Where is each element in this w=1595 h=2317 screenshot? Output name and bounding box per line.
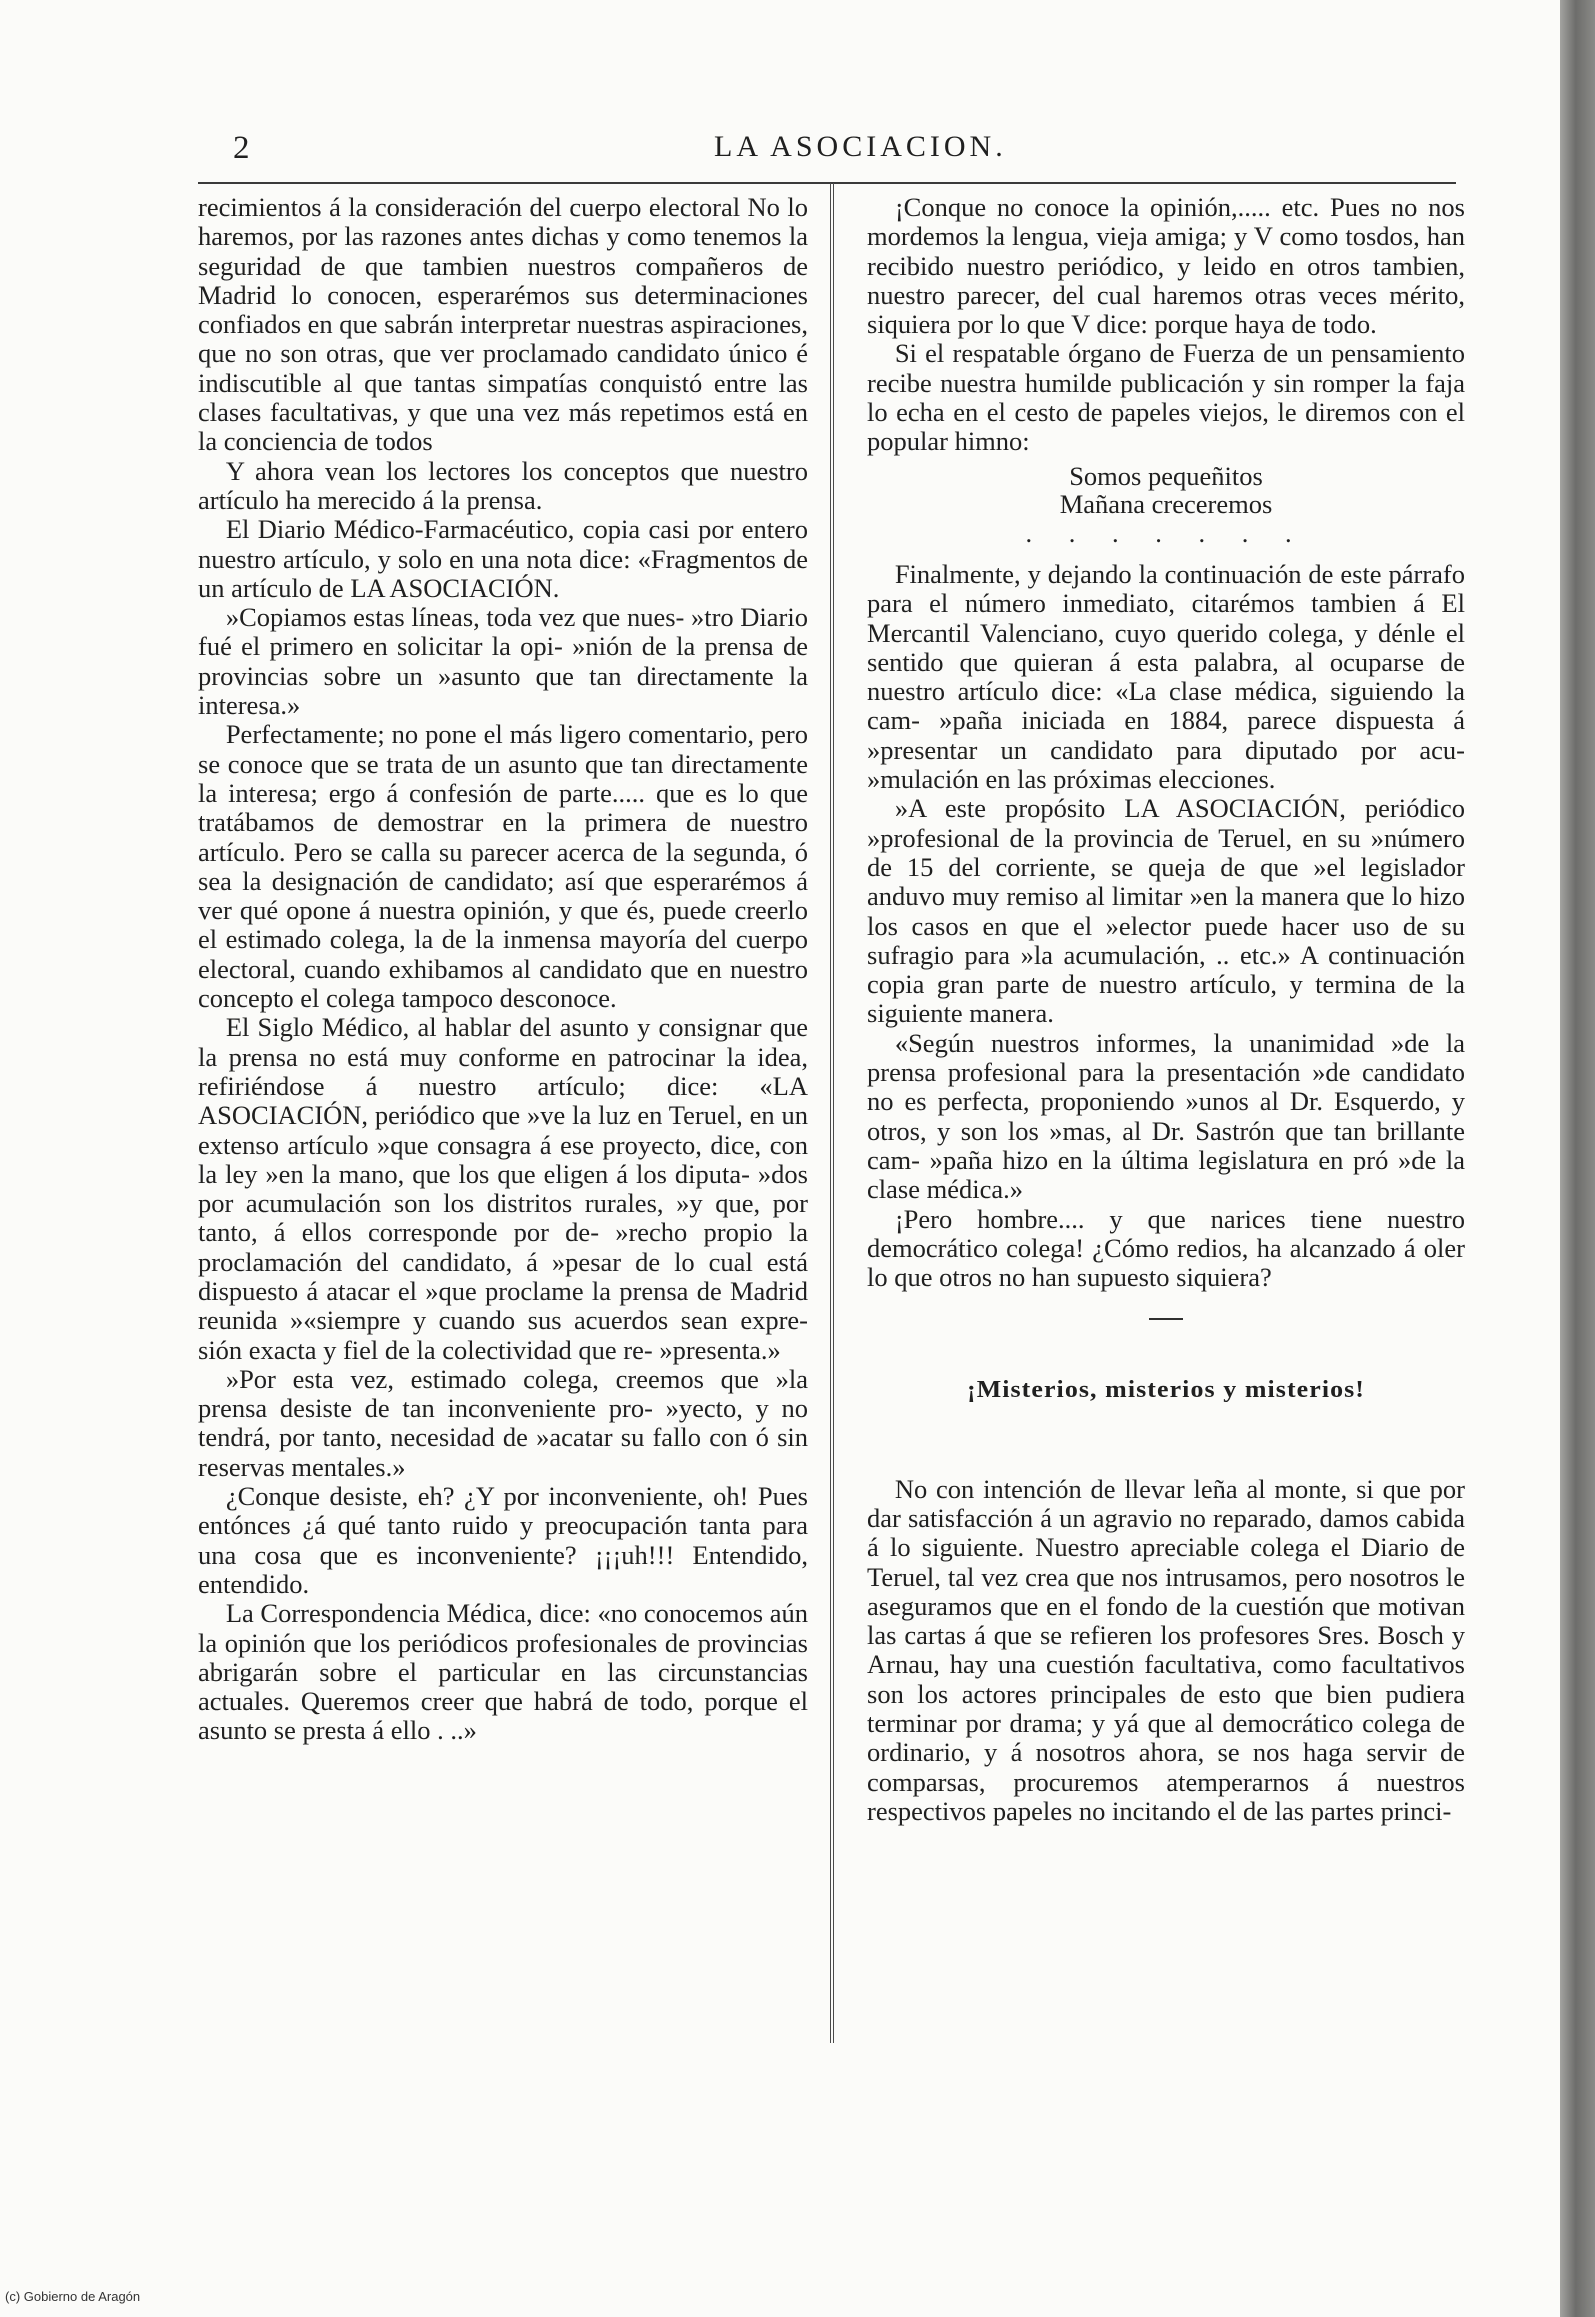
- section-heading: ¡Misterios, misterios y misterios!: [966, 1377, 1366, 1404]
- left-paragraph-2: Y ahora vean los lectores los conceptos que nuestro artículo ha merecido á la prensa.: [198, 455, 808, 515]
- section-paragraph: No con intención de llevar leña al monte, si que por dar satisfacción á un agravio no reparado, damos cabida á lo siguiente. Nuestro apreciable colega el Diario de Teruel, tal vez crea que nos intrusamos, pero nosotros le aseguramos que en el fondo de la cuestión que motivan las cartas á que se refieren los profesores Sres. Bosch y Arnau, hay una cuestión facultativa, como facultativos son los actores principales de esto que bien pudiera terminar por drama; y yá que al democrático colega de ordinario, y á nosotros ahora, se nos haga servir de comparsas, procuremos atemperarnos á nuestros respectivos papeles no incitando el de las partes princi-: [867, 1473, 1465, 1826]
- right-paragraph-1: ¡Conque no conoce la opinión,..... etc. Pues no nos mordemos la lengua, vieja amiga; y V como tosdos, han recibido nuestro periódico, y leido en otros tambien, nuestro parecer, del cual haremos otras veces mérito, siquiera por lo que V dice: porque haya de todo.: [867, 192, 1465, 340]
- left-article-column: [198, 193, 808, 1746]
- left-paragraph-8: ¿Conque desiste, eh? ¿Y por inconveniente, oh! Pues entónces ¿á qué tanto ruido y preocupación tanta para una cosa que es inconveniente? ¡¡¡uh!!! Entendido, entendido.: [198, 1481, 808, 1599]
- left-paragraph-9: La Correspondencia Médica, dice: «no conocemos aún la opinión que los periódicos profesionales de provincias abrigarán sobre el particular en las circunstancias actuales. Queremos creer que habrá de todo, porque el asunto se presta á ello . ..»: [198, 1598, 808, 1746]
- left-paragraph-3: El Diario Médico-Farmacéutico, copia casi por entero nuestro artículo, y solo en una nota dice: «Fragmentos de un artículo de LA ASOCIACIÓN.: [198, 514, 808, 603]
- right-paragraph-5: «Según nuestros informes, la unanimidad »de la prensa profesional para la presentación »de candidato no es perfecta, proponiendo »unos al Dr. Esquerdo, y otros, y son los »mas, al Dr. Sastrón que tan brillante cam- »paña hizo en la última legislatura en pró »de la clase médica.»: [867, 1027, 1465, 1205]
- left-paragraph-4: »Copiamos estas líneas, toda vez que nues- »tro Diario fué el primero en solicitar la opi- »nión de la prensa de provincias sobre un »asunto que tan directamente la interesa.»: [198, 602, 808, 721]
- scan-credit: (c) Gobierno de Aragón: [5, 2289, 141, 2304]
- verse-ellipsis: . . . . . . .: [1025, 517, 1307, 548]
- publication-title: LA ASOCIACION.: [714, 130, 1007, 163]
- right-article-column: [867, 193, 1465, 1826]
- page-number: 2: [233, 130, 251, 166]
- left-paragraph-6: El Siglo Médico, al hablar del asunto y consignar que la prensa no está muy conforme en patrocinar la idea, refiriéndose á nuestro artículo; dice: «LA ASOCIACIÓN, periódico que »ve la luz en Teruel, en un extenso artículo »que consagra á ese proyecto, dice, con la ley »en la mano, que los que eligen á los diputa- »dos por acumulación son los distritos rurales, »y que, por tanto, á ellos corresponde por de- »recho propio la proclamación del candidato, á »pesar de lo cual está dispuesto á atacar el »que proclame la prensa de Madrid reunida »«siempre y cuando sus acuerdos sean expre- sión exacta y fiel de la colectividad que re- »presenta.»: [198, 1012, 808, 1365]
- left-paragraph-5: Perfectamente; no pone el más ligero comentario, pero se conoce que se trata de un asunto que tan directamente la interesa; ergo á confesión de parte..... que es lo que tratábamos de demostrar en la primera de nuestro artículo. Pero se calla su parecer acerca de la segunda, ó sea la designación de candidato; así que esperarémos á ver qué opone á nuestra opinión, y que és, puede creerlo el estimado colega, la de la inmensa mayoría del cuerpo electoral, cuando exhibamos al candidato que en nuestro concepto el colega tampoco desconoce.: [198, 719, 808, 1014]
- verse-line: Somos pequeñitos: [1069, 460, 1263, 491]
- right-paragraph-2: Si el respatable órgano de Fuerza de un pensamiento recibe nuestra humilde publicación y sin romper la faja lo echa en el cesto de papeles viejos, le diremos con el popular himno:: [867, 338, 1465, 457]
- verse-line: Mañana creceremos: [1059, 488, 1273, 519]
- section-separator: [1149, 1318, 1183, 1320]
- right-paragraph-6: ¡Pero hombre.... y que narices tiene nuestro democrático colega! ¿Cómo redios, ha alcanzado á oler lo que otros no han supuesto siquiera?: [867, 1203, 1465, 1293]
- scan-page-edge: [1560, 0, 1595, 2317]
- left-paragraph-7: »Por esta vez, estimado colega, creemos que »la prensa desiste de tan inconveniente pro- »yecto, y no tendrá, por tanto, necesidad de »acatar su fallo con ó sin reservas mentales.»: [198, 1363, 808, 1482]
- right-paragraph-4: »A este propósito LA ASOCIACIÓN, periódico »profesional de la provincia de Teruel, en su »número de 15 del corriente, se queja de que »el legislador anduvo muy remiso al limitar »en la manera que lo hizo los casos en que el »elector puede hacer uso de su sufragio para »la acumulación, .. etc.» A continuación copia gran parte de nuestro artículo, y termina de la siguiente manera.: [867, 793, 1465, 1029]
- quoted-verse: [867, 462, 1465, 518]
- right-paragraph-3: Finalmente, y dejando la continuación de este párrafo para el número inmediato, citarémos tambien á El Mercantil Valenciano, cuyo querido colega, y dénle el sentido que quieran á esta palabra, al ocuparse de nuestro artículo dice: «La clase médica, siguiendo la cam- »paña iniciada en 1884, parece dispuesta á »presentar un candidato para diputado por acu- »mulación en las próximas elecciones.: [867, 558, 1465, 795]
- header-rule: [198, 182, 1456, 184]
- column-divider: [830, 183, 834, 2043]
- left-paragraph-1: recimientos á la consideración del cuerpo electoral No lo haremos, por las razones antes dichas y como tenemos la seguridad de que tambien nuestros compañeros de Madrid lo conocen, esperarémos sus determinaciones confiados en que sabrán interpretar nuestras aspiraciones, que no son otras, que ver proclamado candidato único é indiscutible al que tantas simpatías conquistó entre las clases facultativas, y que una vez más repetimos está en la conciencia de todos: [198, 192, 808, 457]
